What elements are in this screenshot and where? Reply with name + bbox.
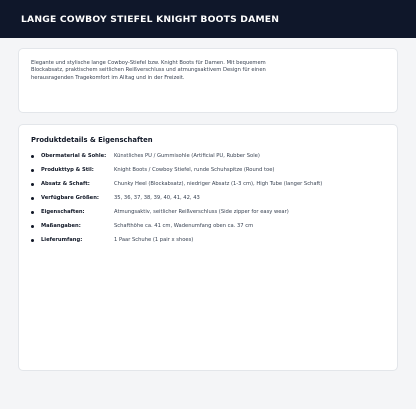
bullet-icon [31, 211, 34, 214]
spec-value: Schafthöhe ca. 41 cm, Wadenumfang oben ca. 37 cm [114, 223, 254, 229]
spec-row-dimensions [31, 223, 385, 237]
spec-row-features [31, 209, 385, 223]
spec-value: Chunky Heel (Blockabsatz), niedriger Absatz (1-3 cm), High Tube (langer Schaft) [114, 181, 323, 187]
spec-value: 35, 36, 37, 38, 39, 40, 41, 42, 43 [114, 195, 200, 201]
spec-row-heel [31, 181, 385, 195]
spec-value: Künstliches PU / Gummisohle (Artificial PU, Rubber Sole) [114, 153, 260, 159]
spec-row-material [31, 153, 385, 167]
bullet-icon [31, 239, 34, 242]
bullet-icon [31, 183, 34, 186]
spec-label: Obermaterial & Sohle: [41, 153, 107, 159]
spec-label: Produkttyp & Stil: [41, 167, 94, 173]
bullet-icon [31, 197, 34, 200]
bullet-icon [31, 169, 34, 172]
spec-value: Atmungsaktiv, seitlicher Reißverschluss (Side zipper for easy wear) [114, 209, 289, 215]
spec-label: Maßangaben: [41, 223, 81, 229]
spec-label: Eigenschaften: [41, 209, 85, 215]
intro-line: Elegante und stylische lange Cowboy-Stiefel bzw. Knight Boots für Damen. Mit bequemem [31, 60, 266, 66]
intro-text [31, 60, 385, 82]
intro-line: herausragenden Tragekomfort im Alltag und in der Freizeit. [31, 74, 185, 81]
intro-card [18, 48, 398, 113]
spec-value: Knight Boots / Cowboy Stiefel, runde Schuhspitze (Round toe) [114, 167, 275, 173]
bullet-icon [31, 225, 34, 228]
bullet-icon [31, 155, 34, 158]
spec-label: Lieferumfang: [41, 237, 83, 243]
spec-row-type [31, 167, 385, 181]
spec-label: Absatz & Schaft: [41, 181, 90, 187]
page-header [0, 0, 416, 38]
intro-line: Blockabsatz, praktischem seitlichen Reißverschluss und atmungsaktivem Design für einen [31, 67, 266, 74]
spec-value: 1 Paar Schuhe (1 pair x shoes) [114, 237, 194, 243]
spec-row-contents [31, 237, 385, 251]
page-title: LANGE COWBOY STIEFEL KNIGHT BOOTS DAMEN [21, 13, 280, 25]
product-details-card [18, 124, 398, 371]
spec-list [31, 153, 385, 251]
spec-row-sizes [31, 195, 385, 209]
spec-label: Verfügbare Größen: [41, 195, 99, 201]
details-title: Produktdetails & Eigenschaften [31, 136, 153, 144]
